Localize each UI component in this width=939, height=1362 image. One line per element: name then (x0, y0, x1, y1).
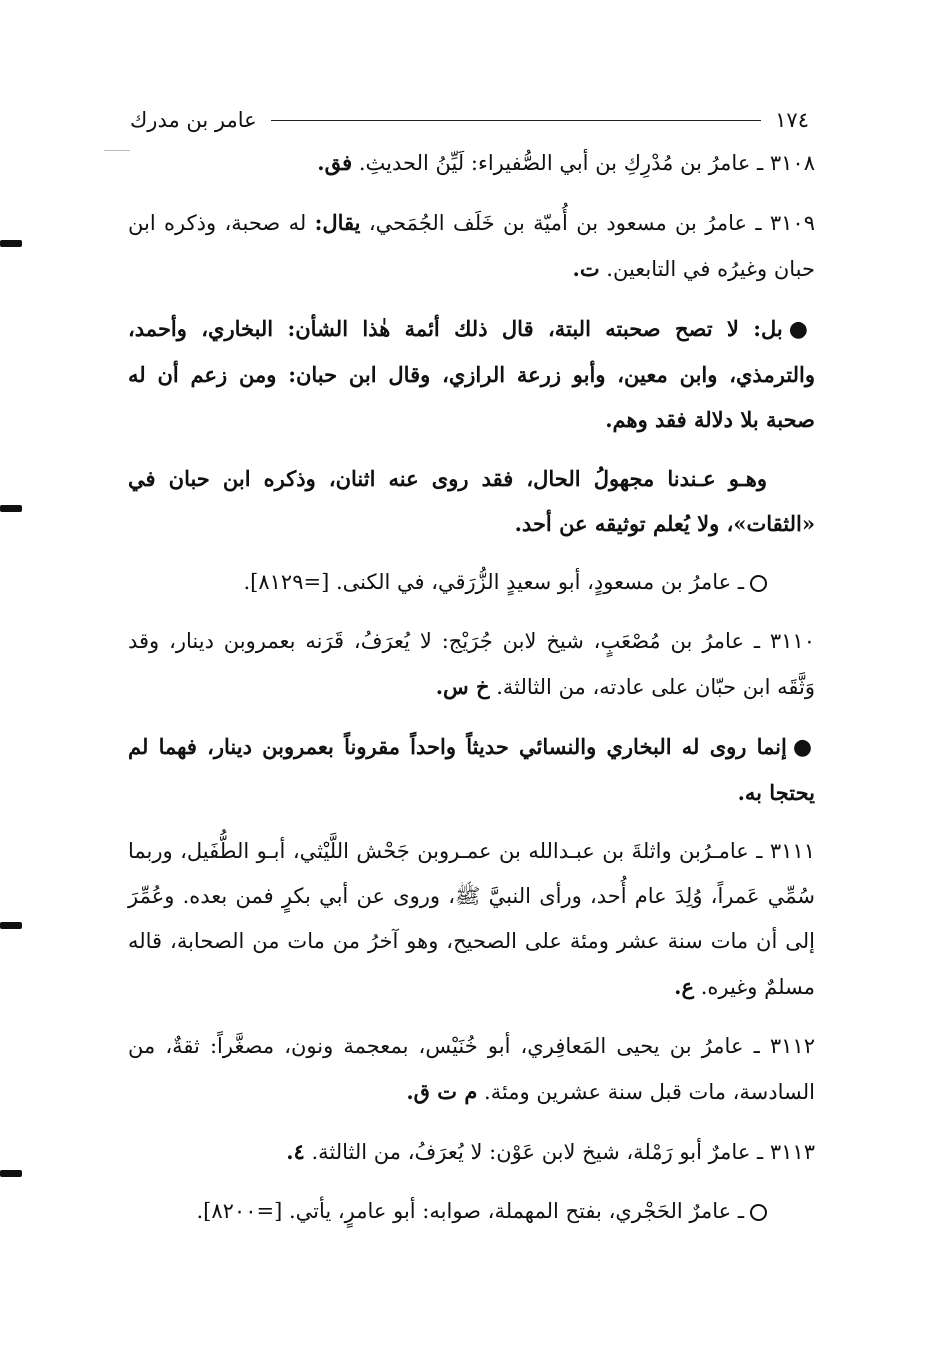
page-header (130, 104, 809, 136)
bullet-icon: ● (792, 734, 815, 760)
narrator-code: خ س. (435, 674, 490, 699)
narrator-code: م ت ق. (406, 1079, 478, 1104)
scan-mark (104, 150, 130, 151)
entry-3113 (128, 1129, 815, 1175)
note-text: بل: لا تصح صحبته البتة، قال ذلك أئمة هٰذا الشأن: البخاري، وأحمد، والترمذي، وابن معين، وأبو زرعة الرازي، وقال ابن حبان: ومن زعم أن له صحبة بلا دلالة فقد وهم. (128, 316, 815, 432)
ref-text: ـ عامرُ بن مسعودٍ، أبو سعيدٍ الزُّرَقي، في الكنى. [=٨١٢٩]. (243, 570, 744, 594)
entry-text: ٣١١١ ـ عامـرُبن واثلةَ بن عبـدالله بن عمـروبن جَحْش اللَّيْثي، أبـو الطُّفَيل، وربما سُمِّي عَمراً، وُلِدَ عام أُحد، ورأى النبيَّ ﷺ، وروى عن أبي بكرٍ فمن بعده. وعُمِّرَ إلى أن مات سنة عشر ومئة على الصحيح، وهو آخرُ من مات من الصحابة، قاله مسلمٌ وغيره. (128, 839, 815, 999)
ref-text: ـ عامرٌ الحَجْري، بفتح المهملة، صوابه: أبو عامرٍ، يأتي. [=٨٢٠٠]. (196, 1199, 744, 1223)
entry-3111 (128, 829, 815, 1010)
scan-edge-mark (0, 922, 22, 929)
entry-lead: ٣١٠٩ ـ عامرُ بن مسعود بن أُميّة بن خَلَف الجُمَحي، (368, 211, 815, 235)
scan-edge-mark (0, 505, 22, 512)
narrator-code: فق. (317, 150, 353, 175)
header-rule (271, 120, 761, 121)
bullet-icon: ● (788, 316, 815, 342)
narrator-code: ت. (572, 256, 600, 281)
entry-text: له صحبة، وذكره ابن حبان وغيرُه في التابعين. (128, 211, 815, 281)
editor-note-continued (128, 456, 815, 546)
editor-note (128, 724, 815, 815)
entry-3108 (128, 140, 815, 186)
page-number: ١٧٤ (775, 108, 809, 132)
entry-3110 (128, 619, 815, 710)
entry-text: ٣١١٠ ـ عامرُ بن مُصْعَبٍ، شيخ لابن جُرَيْج: لا يُعرَفُ، قَرَنه بعمروبن دينار، وقد وَثَّقَه ابن حبّان على عادته، من الثالثة. (128, 629, 815, 699)
narrator-code: ٤. (286, 1139, 305, 1164)
narrator-code: ع. (674, 974, 694, 999)
keyword: يقال: (314, 210, 361, 235)
circle-icon (750, 1204, 767, 1221)
circle-icon (750, 575, 767, 592)
entry-text: ٣١٠٨ ـ عامرُ بن مُدْرِكِ بن أبي الصُّفيراء: لَيِّنُ الحديثِ. (358, 151, 815, 175)
cross-reference (128, 560, 815, 605)
scan-edge-mark (0, 1170, 22, 1177)
entry-3112 (128, 1024, 815, 1115)
scan-edge-mark (0, 240, 22, 247)
entry-3109 (128, 200, 815, 292)
entry-text: ٣١١٣ ـ عامرٌ أبو رَمْلة، شيخ لابن عَوْن: لا يُعرَفُ، من الثالثة. (311, 1140, 815, 1164)
entries-list (128, 140, 815, 1248)
note-text: إنما روى له البخاري والنسائي حديثاً واحداً مقروناً بعمروبن دينار، فهما لم يحتجا به. (128, 734, 815, 805)
entry-text: ٣١١٢ ـ عامرُ بن يحيى المَعافِري، أبو خُنَيْس، بمعجمة ونون، مصغَّراً: ثقةٌ، من السادسة، مات قبل سنة عشرين ومئة. (128, 1034, 815, 1104)
cross-reference (128, 1189, 815, 1234)
running-title: عامر بن مدرك (130, 108, 257, 132)
note-text: وهـو عـندنا مجهولُ الحال، فقد روى عنه اثنان، وذكره ابن حبان في «الثقات»، ولا يُعلم توثيقه عن أحد. (128, 466, 815, 536)
editor-note (128, 306, 815, 442)
